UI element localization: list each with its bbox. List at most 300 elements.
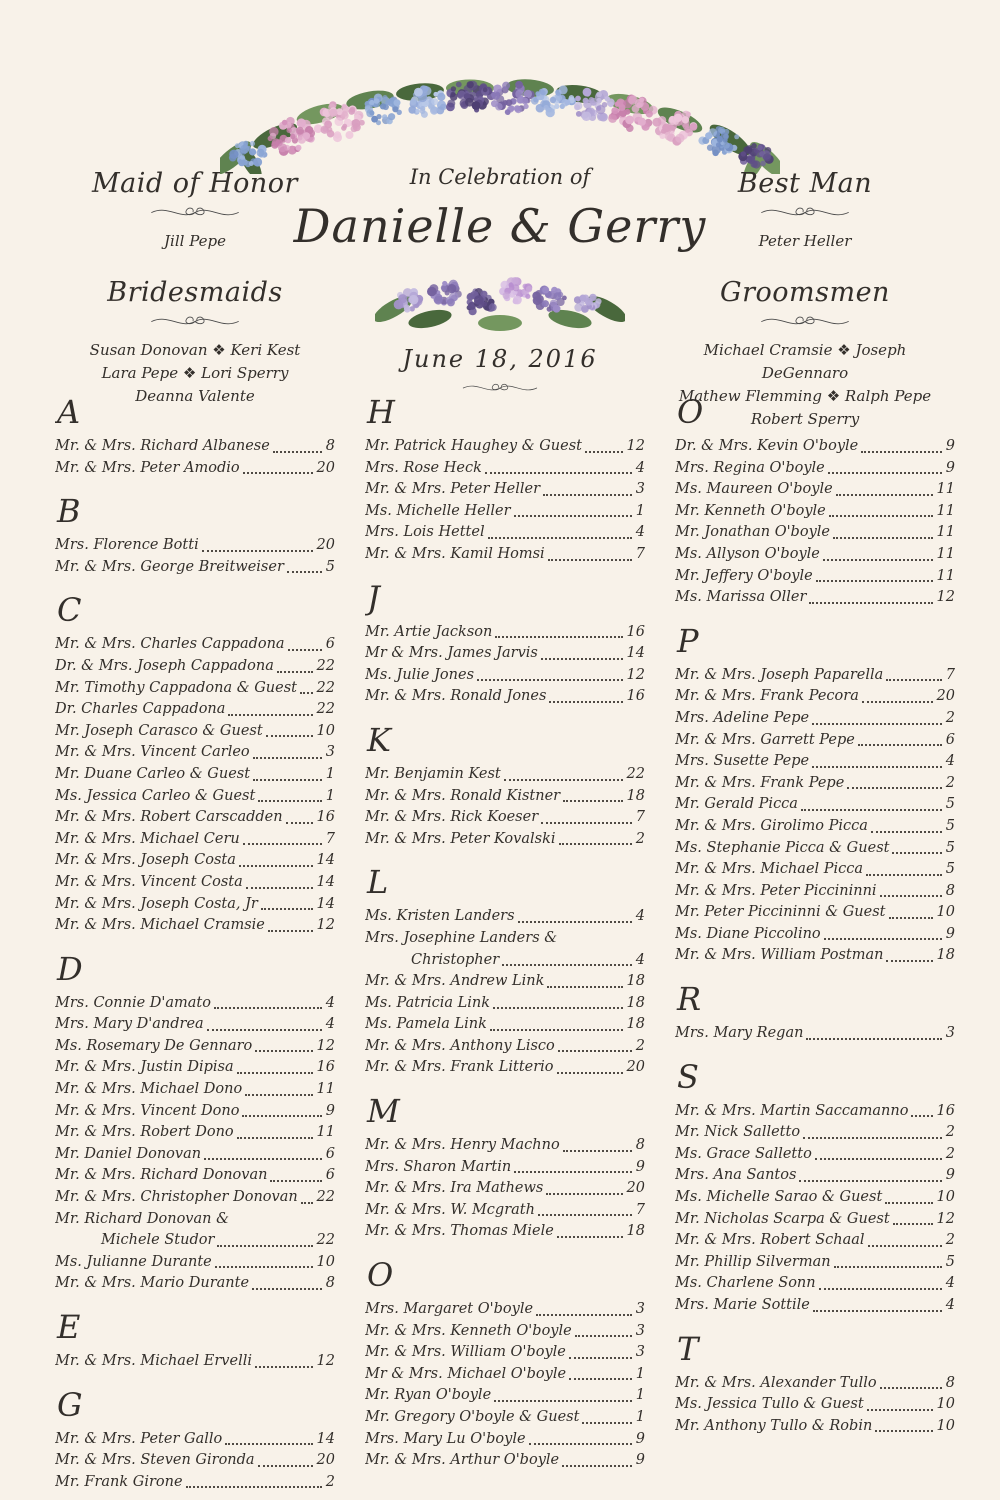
party-member-name: Lara Pepe ❖ Lori Sperry <box>101 364 289 382</box>
dot-leader <box>225 1442 312 1445</box>
guest-name: Mr. & Mrs. Kamil Homsi <box>365 545 545 562</box>
party-member-name: Peter Heller <box>758 232 852 250</box>
dot-leader <box>252 1287 322 1290</box>
table-number: 4 <box>945 1275 955 1292</box>
guest-name: Mr. & Mrs. Joseph Paparella <box>675 666 884 683</box>
dot-leader <box>559 842 632 845</box>
table-number: 1 <box>325 787 335 804</box>
guest-name: Mrs. Mary D'andrea <box>55 1016 204 1033</box>
table-number: 5 <box>945 839 955 856</box>
table-number: 10 <box>316 722 335 739</box>
guest-name: Mr. Phillip Silverman <box>675 1253 831 1270</box>
table-number: 3 <box>635 1301 645 1318</box>
letter-section-M <box>365 1092 645 1243</box>
section-letter: T <box>677 1329 699 1368</box>
table-number: 16 <box>626 623 645 640</box>
table-number: 20 <box>316 1452 335 1469</box>
table-number: 2 <box>945 1124 955 1141</box>
table-number: 14 <box>316 1430 335 1447</box>
table-number: 18 <box>936 947 955 964</box>
dot-leader <box>204 1157 322 1160</box>
dot-leader <box>862 700 933 703</box>
dot-leader <box>548 558 632 561</box>
guest-entry <box>365 1157 645 1179</box>
guest-name: Ms. Michelle Sarao & Guest <box>675 1189 883 1206</box>
letter-section-P <box>675 622 955 967</box>
table-number: 5 <box>945 817 955 834</box>
table-number: 4 <box>635 908 645 925</box>
guest-name: Mrs. Adeline Pepe <box>675 709 810 726</box>
guest-entry <box>365 1450 645 1472</box>
table-number: 9 <box>635 1158 645 1175</box>
guest-name: Mr. & Mrs. Vincent Costa <box>55 873 243 890</box>
table-number: 1 <box>325 765 335 782</box>
guest-entry <box>675 1187 955 1209</box>
letter-section-B <box>55 492 335 578</box>
dot-leader <box>186 1485 322 1488</box>
table-number: 6 <box>325 1167 335 1184</box>
dot-leader <box>495 635 622 638</box>
dot-leader <box>557 1235 623 1238</box>
section-letter: A <box>57 393 81 431</box>
guest-name: Mr. & Mrs. George Breitweiser <box>55 558 284 575</box>
guest-entry <box>675 1023 955 1045</box>
guest-name: Mr. & Mrs. Joseph Costa <box>55 852 236 869</box>
section-letter: J <box>367 578 380 617</box>
guest-name: Mrs. Marie Sottile <box>675 1297 810 1313</box>
section-letter: D <box>57 949 83 988</box>
dot-leader <box>886 959 932 962</box>
dot-leader <box>270 1179 321 1182</box>
section-letter: L <box>367 863 389 902</box>
dot-leader <box>494 1399 632 1402</box>
guest-entry <box>55 1079 335 1101</box>
guest-name: Mr. & Mrs. Garrett Pepe <box>675 731 855 748</box>
guest-entry <box>55 915 335 937</box>
wedding-date: June 18, 2016 <box>402 345 598 373</box>
table-number: 9 <box>325 1102 335 1119</box>
guest-name: Mr. & Mrs. Peter Amodio <box>55 459 240 476</box>
guest-name: Mr. Patrick Haughey & Guest <box>365 438 582 454</box>
table-number: 4 <box>635 459 645 476</box>
table-number: 8 <box>325 438 335 454</box>
dot-leader <box>243 842 322 845</box>
guest-name: Mr. & Mrs. Peter Heller <box>365 481 541 498</box>
table-number: 9 <box>945 1167 955 1184</box>
table-number: 5 <box>945 796 955 813</box>
letter-section-K <box>365 721 645 850</box>
guest-entry <box>365 1321 645 1343</box>
party-member-name: Michael Cramsie ❖ Joseph DeGennaro <box>703 341 907 382</box>
dot-leader <box>242 1114 321 1117</box>
dot-leader <box>246 886 313 889</box>
letter-section-O <box>365 1256 645 1472</box>
guest-entry <box>675 1122 955 1144</box>
table-number: 2 <box>635 1037 645 1054</box>
guest-name: Mr. & Mrs. Arthur O'boyle <box>365 1452 560 1469</box>
table-number: 20 <box>936 688 955 705</box>
dot-leader <box>867 1408 933 1411</box>
table-number: 18 <box>626 994 645 1011</box>
guest-name: Christopher <box>411 951 500 968</box>
table-number: 18 <box>626 1016 645 1033</box>
guest-entry <box>365 479 645 501</box>
table-number: 12 <box>626 438 645 454</box>
table-number: 5 <box>945 861 955 878</box>
table-number: 16 <box>316 809 335 826</box>
guest-name: Mr. & Mrs. Richard Donovan <box>55 1167 268 1184</box>
guest-entry <box>675 1373 955 1395</box>
table-number: 5 <box>945 1253 955 1270</box>
guest-name: Mr. Timothy Cappadona & Guest <box>55 679 297 696</box>
letter-section-L <box>365 863 645 1079</box>
section-letter: O <box>367 1256 394 1295</box>
guest-entry <box>55 894 335 916</box>
guest-name: Mr. & Mrs. William O'boyle <box>365 1344 566 1361</box>
guest-entry <box>675 458 955 480</box>
groom-party-right-block <box>660 168 950 431</box>
guest-entry <box>55 764 335 786</box>
dot-leader <box>529 1442 632 1445</box>
dot-leader <box>207 1028 322 1031</box>
table-number: 8 <box>945 1374 955 1391</box>
couple-names-title: Danielle & Gerry <box>293 199 707 253</box>
table-number: 10 <box>936 1396 955 1413</box>
guest-entry <box>365 928 645 950</box>
table-number: 4 <box>945 1297 955 1313</box>
dot-leader <box>477 678 623 681</box>
guest-name: Mr. Artie Jackson <box>365 623 493 640</box>
dot-leader <box>847 786 941 789</box>
dot-leader <box>514 1170 632 1173</box>
dot-leader <box>502 963 632 966</box>
table-number: 10 <box>316 1253 335 1270</box>
guest-entry <box>675 686 955 708</box>
guest-entry <box>365 829 645 851</box>
table-number: 7 <box>635 545 645 562</box>
table-number: 3 <box>635 481 645 498</box>
dot-leader <box>911 1114 932 1117</box>
table-number: 1 <box>635 1409 645 1425</box>
flourish-ornament-icon <box>759 203 851 222</box>
guest-entry <box>675 544 955 566</box>
letter-section-E <box>55 1308 335 1373</box>
guest-name: Mr. & Mrs. Michael Picca <box>675 861 864 878</box>
table-number: 20 <box>316 537 335 554</box>
dot-leader <box>288 648 322 651</box>
dot-leader <box>828 471 942 474</box>
guest-name: Mr. Gerald Picca <box>675 796 798 813</box>
dot-leader <box>253 756 322 759</box>
guest-entry <box>365 522 645 544</box>
guest-entry <box>365 1178 645 1200</box>
guest-entry <box>55 699 335 721</box>
groomsmen-title: Groomsmen <box>720 277 890 308</box>
table-number: 22 <box>316 679 335 696</box>
section-letter: H <box>367 393 395 431</box>
table-number: 18 <box>626 1223 645 1240</box>
guest-entry <box>55 1101 335 1123</box>
guest-entry <box>675 501 955 523</box>
guest-entry <box>55 1014 335 1036</box>
guest-entry <box>675 1416 955 1438</box>
dot-leader <box>538 1213 632 1216</box>
dot-leader <box>886 678 942 681</box>
table-number: 1 <box>635 1365 645 1382</box>
guest-name: Mr. Gregory O'boyle & Guest <box>365 1409 580 1425</box>
guest-entry <box>365 1364 645 1386</box>
table-number: 2 <box>945 1232 955 1249</box>
section-letter: M <box>367 1092 400 1131</box>
dot-leader <box>562 1464 632 1467</box>
table-number: 6 <box>325 1145 335 1162</box>
guest-name: Ms. Allyson O'boyle <box>675 545 820 562</box>
guest-entry <box>365 501 645 523</box>
celebration-center-block <box>290 164 710 404</box>
celebration-kicker: In Celebration of <box>409 165 591 189</box>
guest-name: Mr. & Mrs. Vincent Dono <box>55 1102 240 1119</box>
guest-entry <box>675 1144 955 1166</box>
dot-leader <box>239 864 313 867</box>
guest-entry <box>675 1295 955 1317</box>
table-number: 6 <box>325 636 335 653</box>
party-member-name: Robert Sperry <box>750 410 860 428</box>
guest-entry <box>675 773 955 795</box>
dot-leader <box>277 670 313 673</box>
table-number: 1 <box>635 1387 645 1404</box>
letter-section-R <box>675 980 955 1045</box>
dot-leader <box>812 722 942 725</box>
guest-name: Mr. Benjamin Kest <box>365 765 501 782</box>
dot-leader <box>518 920 632 923</box>
guest-name: Mr. Jonathan O'boyle <box>675 524 830 541</box>
dot-leader <box>237 1136 313 1139</box>
table-number: 14 <box>316 852 335 869</box>
guest-entry <box>55 786 335 808</box>
dot-leader <box>301 1201 313 1204</box>
table-number: 4 <box>325 1016 335 1033</box>
letter-section-C <box>55 591 335 936</box>
bridesmaids-title: Bridesmaids <box>107 277 283 308</box>
table-number: 5 <box>325 558 335 575</box>
guest-entry <box>675 751 955 773</box>
guest-entry <box>55 807 335 829</box>
party-member-name: Deanna Valente <box>135 387 255 405</box>
guest-name: Mr. & Mrs. Kenneth O'boyle <box>365 1322 572 1339</box>
dot-leader <box>834 1265 942 1268</box>
dot-leader <box>273 450 322 453</box>
dot-leader <box>504 778 623 781</box>
table-number: 16 <box>936 1102 955 1119</box>
table-number: 14 <box>626 645 645 662</box>
guest-name: Mr. & Mrs. Andrew Link <box>365 973 545 990</box>
guest-list <box>55 393 955 1493</box>
table-number: 14 <box>316 873 335 890</box>
table-number: 11 <box>316 1124 335 1141</box>
guest-name: Mr. & Mrs. Girolimo Picca <box>675 817 868 834</box>
guest-name: Mr. Jeffery O'boyle <box>675 567 813 584</box>
dot-leader <box>833 536 933 539</box>
dot-leader <box>243 471 313 474</box>
guest-entry <box>55 557 335 579</box>
guest-name: Mr. Richard Donovan & <box>55 1210 229 1227</box>
guest-entry <box>675 708 955 730</box>
dot-leader <box>514 514 632 517</box>
guest-name: Mr. Nick Salletto <box>675 1124 801 1141</box>
guest-entry <box>55 1450 335 1472</box>
dot-leader <box>490 1028 623 1031</box>
guest-entry <box>675 1252 955 1274</box>
table-number: 12 <box>316 1353 335 1369</box>
flourish-ornament-icon <box>149 203 241 222</box>
dot-leader <box>861 450 942 453</box>
dot-leader <box>237 1071 313 1074</box>
guest-entry <box>365 622 645 644</box>
section-letter: B <box>57 492 81 531</box>
dot-leader <box>889 916 933 919</box>
guest-entry <box>675 1101 955 1123</box>
table-number: 14 <box>316 895 335 912</box>
guest-name: Mr. Daniel Donovan <box>55 1145 202 1162</box>
table-number: 22 <box>316 1232 335 1249</box>
dot-leader <box>806 1037 941 1040</box>
dot-leader <box>202 549 313 552</box>
dot-leader <box>255 1049 312 1052</box>
guest-name: Mr. & Mrs. Thomas Miele <box>365 1223 554 1240</box>
dot-leader <box>543 493 632 496</box>
dot-leader <box>549 700 622 703</box>
guest-entry <box>55 850 335 872</box>
section-letter: P <box>677 621 699 660</box>
dot-leader <box>563 1149 632 1152</box>
guest-name: Mrs. Mary Regan <box>675 1025 804 1042</box>
guest-name: Michele Studor <box>101 1232 215 1249</box>
section-letter: C <box>57 591 82 630</box>
guest-name: Mr. & Mrs. Robert Schaal <box>675 1232 865 1249</box>
guest-entry <box>55 1187 335 1209</box>
table-number: 12 <box>316 1037 335 1054</box>
table-number: 4 <box>945 753 955 770</box>
table-number: 11 <box>936 481 955 498</box>
table-number: 22 <box>626 765 645 782</box>
guest-entry <box>55 678 335 700</box>
table-number: 4 <box>635 524 645 541</box>
guest-entry <box>55 1209 335 1231</box>
table-number: 4 <box>325 994 335 1011</box>
dot-leader <box>217 1244 312 1247</box>
guest-name: Mr. & Mrs. Ira Mathews <box>365 1180 544 1197</box>
guest-name: Mrs. Connie D'amato <box>55 994 211 1011</box>
guest-name: Mr. & Mrs. William Postman <box>675 947 884 964</box>
section-letter: R <box>677 980 702 1019</box>
dot-leader <box>585 450 623 453</box>
table-number: 18 <box>626 787 645 804</box>
table-number: 4 <box>635 951 645 968</box>
guest-entry <box>55 721 335 743</box>
table-number: 8 <box>635 1137 645 1154</box>
guest-entry <box>55 829 335 851</box>
guest-entry <box>675 1209 955 1231</box>
guest-name: Mrs. Josephine Landers & <box>365 929 558 946</box>
dot-leader <box>547 985 622 988</box>
table-number: 9 <box>945 459 955 476</box>
guest-entry <box>675 945 955 967</box>
guest-name: Dr. Charles Cappadona <box>55 701 226 718</box>
party-member-name: Jill Pepe <box>164 232 226 250</box>
guest-entry <box>365 643 645 665</box>
guest-name: Mr. & Mrs. Michael Ceru <box>55 830 240 847</box>
section-letter: E <box>57 1308 81 1346</box>
guest-name: Dr. & Mrs. Joseph Cappadona <box>55 657 274 674</box>
guest-entry <box>675 665 955 687</box>
dot-leader <box>569 1377 632 1380</box>
guest-name: Mr. & Mrs. Robert Carscadden <box>55 809 283 826</box>
dot-leader <box>546 1192 622 1195</box>
dot-leader <box>880 1386 942 1389</box>
dot-leader <box>488 536 632 539</box>
table-number: 3 <box>325 744 335 761</box>
table-number: 11 <box>936 545 955 562</box>
guest-column-1 <box>55 393 335 1493</box>
guest-entry <box>365 1135 645 1157</box>
violet-flowers-image <box>375 259 625 344</box>
guest-entry <box>675 902 955 924</box>
guest-column-3 <box>675 393 955 1493</box>
dot-leader <box>266 734 313 737</box>
flourish-ornament-icon <box>759 312 851 331</box>
dot-leader <box>245 1093 312 1096</box>
guest-entry <box>675 436 955 458</box>
guest-entry <box>55 656 335 678</box>
guest-entry <box>365 786 645 808</box>
guest-name: Mrs. Florence Botti <box>55 537 199 554</box>
dot-leader <box>541 821 632 824</box>
dot-leader <box>268 929 313 932</box>
guest-entry <box>365 1342 645 1364</box>
table-number: 9 <box>635 1430 645 1447</box>
table-number: 12 <box>626 666 645 683</box>
party-member-name: Mathew Flemming ❖ Ralph Pepe <box>678 387 932 405</box>
guest-entry <box>675 924 955 946</box>
dot-leader <box>893 1222 933 1225</box>
guest-name: Ms. Grace Salletto <box>675 1145 812 1162</box>
dot-leader <box>892 851 941 854</box>
dot-leader <box>829 514 933 517</box>
section-letter: O <box>677 393 704 431</box>
dot-leader <box>871 830 942 833</box>
dot-leader <box>803 1136 942 1139</box>
dot-leader <box>885 1201 932 1204</box>
dot-leader <box>536 1313 632 1316</box>
table-number: 20 <box>626 1059 645 1076</box>
dot-leader <box>582 1421 631 1424</box>
guest-name: Mr. & Mrs. Michael Ervelli <box>55 1353 252 1369</box>
guest-name: Mr. & Mrs. Martin Saccamanno <box>675 1102 909 1119</box>
guest-name: Mr. Ryan O'boyle <box>365 1387 492 1404</box>
dot-leader <box>813 1309 942 1312</box>
guest-name: Mr. & Mrs. Charles Cappadona <box>55 636 285 653</box>
guest-entry <box>675 816 955 838</box>
table-number: 2 <box>945 709 955 726</box>
guest-name: Mrs. Sharon Martin <box>365 1158 512 1175</box>
guest-entry <box>365 1014 645 1036</box>
table-number: 11 <box>316 1081 335 1098</box>
table-number: 11 <box>936 524 955 541</box>
guest-entry <box>365 686 645 708</box>
letter-section-T <box>675 1330 955 1438</box>
dot-leader <box>261 907 313 910</box>
table-number: 6 <box>945 731 955 748</box>
